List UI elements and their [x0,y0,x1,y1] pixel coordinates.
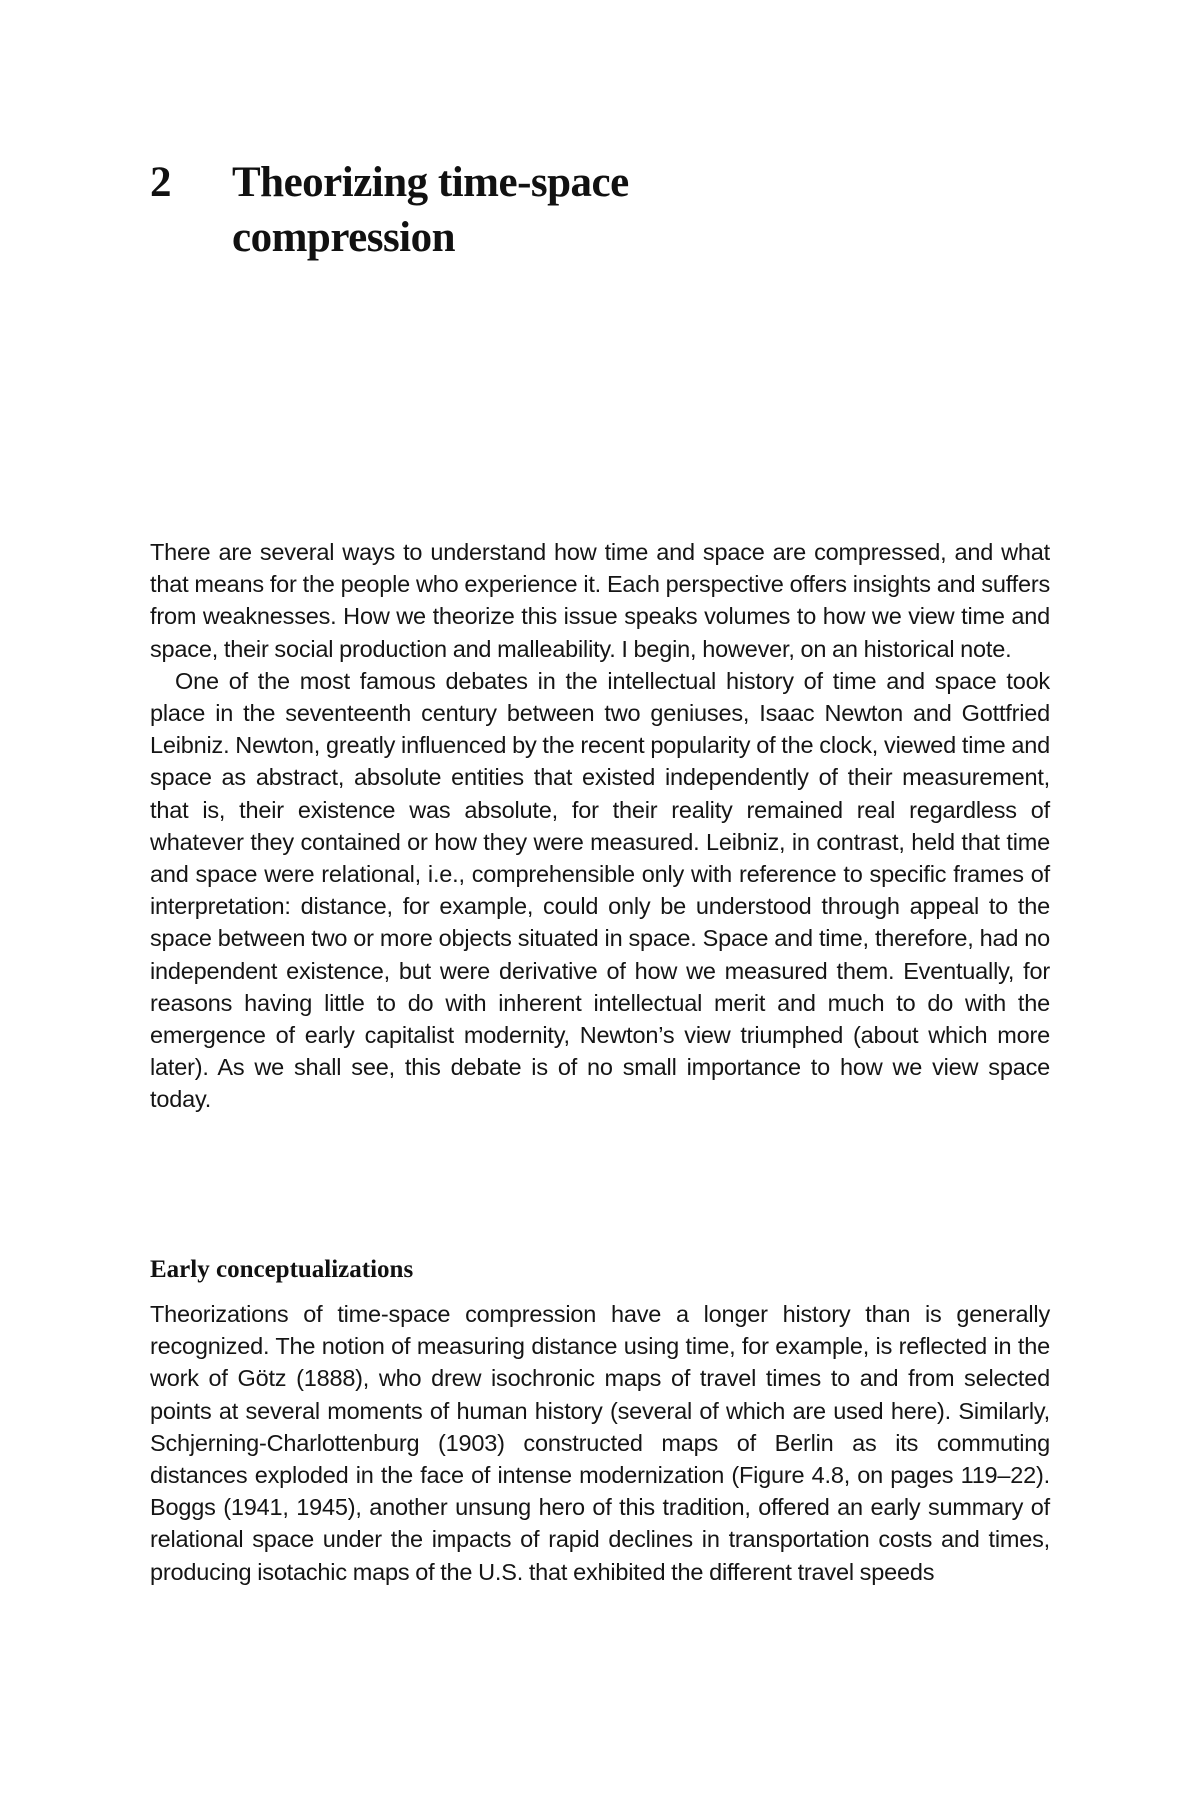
section-text [150,1298,1050,1588]
intro-paragraph-2: One of the most famous debates in the intellectual history of time and space took place in the seventeenth century between two geniuses, Isaac Newton and Gottfried Leibniz. Newton, greatly influenced by the recent popularity of the clock, viewed time and space as abstract, absolute entities that existed independently of their measurement, that is, their existence was absolute, for their reality remained real regardless of whatever they contained or how they were measured. Leibniz, in contrast, held that time and space were relational, i.e., comprehensible only with reference to specific frames of interpretation: distance, for example, could only be understood through appeal to the space between two or more objects situated in space. Space and time, therefore, had no independent existence, but were derivative of how we measured them. Eventually, for reasons having little to do with inherent intellectual merit and much to do with the emergence of early capitalist modernity, Newton’s view triumphed (about which more later). As we shall see, this debate is of no small importance to how we view space today. [150,667,1050,1113]
section-paragraph: Theorizations of time-space compression have a longer history than is generally recognized. The notion of measuring distance using time, for example, is reflected in the work of Götz (1888), who drew isochronic maps of travel times to and from selected points at several moments of human history (several of which are used here). Similarly, Schjerning-Charlottenburg (1903) constructed maps of Berlin as its commuting distances exploded in the face of intense modernization (Figure 4.8, on pages 119–22). Boggs (1941, 1945), another unsung hero of this tradition, offered an early summary of relational space under the impacts of rapid declines in transportation costs and times, producing isotachic maps of the U.S. that exhibited the different travel speeds [150,1301,1050,1585]
chapter-number: 2 [150,159,171,206]
intro-paragraph-1: There are several ways to understand how time and space are compressed, and what that means for the people who experience it. Each perspective offers insights and suffers from weaknesses. How we theorize this issue speaks volumes to how we view time and space, their social production and malleability. I begin, however, on an historical note. [150,539,1050,662]
intro-text [150,536,1050,1116]
section-heading: Early conceptualizations [150,1256,414,1283]
chapter-title: Theorizing time-space compression [232,159,629,261]
